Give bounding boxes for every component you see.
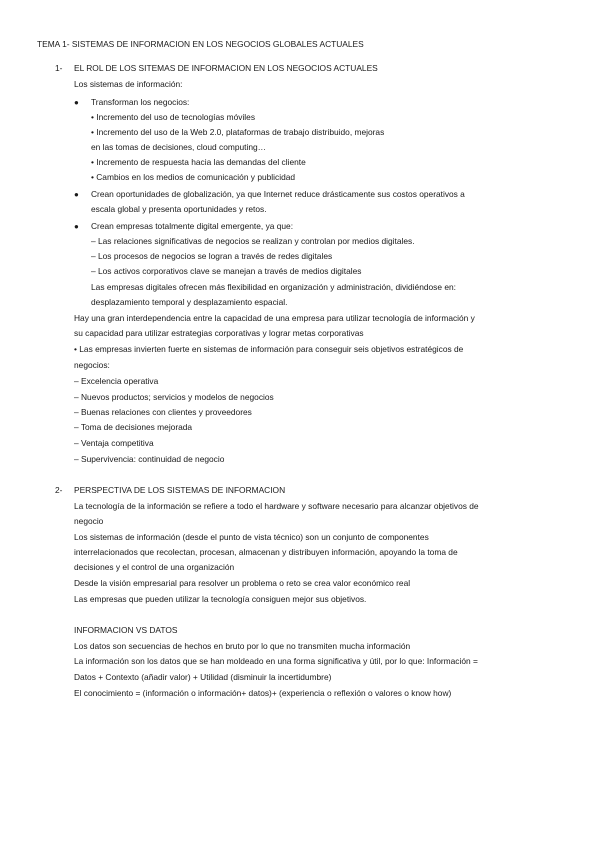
- bullet-1-item: • Incremento del uso de tecnologías móviles: [91, 112, 256, 122]
- document-title: TEMA 1- SISTEMAS DE INFORMACION EN LOS NEGOCIOS GLOBALES ACTUALES: [37, 39, 364, 49]
- paragraph-line: negocios:: [74, 360, 110, 370]
- section-2-line: Desde la visión empresarial para resolver un problema o reto se crea valor económico real: [74, 578, 411, 588]
- objective-item: – Nuevos productos; servicios y modelos de negocios: [74, 392, 274, 402]
- section-2-line: interrelacionados que recolectan, procesan, almacenan y distribuyen información, apoyando la toma de: [74, 547, 458, 557]
- bullet-3-item: – Los activos corporativos clave se manejan a través de medios digitales: [91, 266, 362, 276]
- section-2-heading: PERSPECTIVA DE LOS SISTEMAS DE INFORMACION: [74, 485, 286, 495]
- section-2-line: negocio: [74, 516, 104, 526]
- bullet-dot-icon: ●: [74, 190, 79, 199]
- bullet-3-item: – Las relaciones significativas de negocios se realizan y controlan por medios digitales.: [91, 236, 415, 246]
- section-3-line: Datos + Contexto (añadir valor) + Utilidad (disminuir la incertidumbre): [74, 672, 332, 682]
- bullet-dot-icon: ●: [74, 222, 79, 231]
- paragraph-line: • Las empresas invierten fuerte en sistemas de información para conseguir seis objetivos estratégicos de: [74, 344, 464, 354]
- bullet-3-item: – Los procesos de negocios se logran a través de redes digitales: [91, 251, 333, 261]
- section-2-line: decisiones y el control de una organización: [74, 562, 235, 572]
- paragraph-line: su capacidad para utilizar estrategias corporativas y lograr metas corporativas: [74, 328, 364, 338]
- bullet-dot-icon: ●: [74, 98, 79, 107]
- section-1-heading: EL ROL DE LOS SITEMAS DE INFORMACION EN LOS NEGOCIOS ACTUALES: [74, 63, 378, 73]
- bullet-3-label: Crean empresas totalmente digital emergente, ya que:: [91, 221, 294, 231]
- bullet-2-line: escala global y presenta oportunidades y retos.: [91, 204, 267, 214]
- bullet-1-item: en las tomas de decisiones, cloud computing…: [91, 142, 267, 152]
- objective-item: – Buenas relaciones con clientes y proveedores: [74, 407, 252, 417]
- section-1-number: 1-: [55, 63, 63, 73]
- bullet-1-item: • Incremento de respuesta hacia las demandas del cliente: [91, 157, 306, 167]
- objective-item: – Ventaja competitiva: [74, 438, 154, 448]
- section-3-heading: INFORMACION VS DATOS: [74, 625, 178, 635]
- section-2-line: Las empresas que pueden utilizar la tecnología consiguen mejor sus objetivos.: [74, 594, 367, 604]
- objective-item: – Toma de decisiones mejorada: [74, 422, 193, 432]
- section-2-line: Los sistemas de información (desde el punto de vista técnico) son un conjunto de componentes: [74, 532, 429, 542]
- bullet-2-line: Crean oportunidades de globalización, ya que Internet reduce drásticamente sus costos operativos a: [91, 189, 465, 199]
- section-3-line: El conocimiento = (información o información+ datos)+ (experiencia o reflexión o valores o know how): [74, 688, 452, 698]
- bullet-3-item: desplazamiento temporal y desplazamiento espacial.: [91, 297, 288, 307]
- section-3-line: Los datos son secuencias de hechos en bruto por lo que no transmiten mucha información: [74, 641, 411, 651]
- objective-item: – Supervivencia: continuidad de negocio: [74, 454, 225, 464]
- bullet-1-item: • Cambios en los medios de comunicación y publicidad: [91, 172, 296, 182]
- section-3-line: La información son los datos que se han moldeado en una forma significativa y útil, por lo que: Información =: [74, 656, 478, 666]
- bullet-1-label: Transforman los negocios:: [91, 97, 190, 107]
- section-2-line: La tecnología de la información se refiere a todo el hardware y software necesario para alcanzar objetivos de: [74, 501, 479, 511]
- objective-item: – Excelencia operativa: [74, 376, 159, 386]
- bullet-3-item: Las empresas digitales ofrecen más flexibilidad en organización y administración, dividiéndose en:: [91, 282, 456, 292]
- section-1-intro: Los sistemas de información:: [74, 79, 183, 89]
- paragraph-line: Hay una gran interdependencia entre la capacidad de una empresa para utilizar tecnología de información y: [74, 313, 475, 323]
- bullet-1-item: • Incremento del uso de la Web 2.0, plataformas de trabajo distribuido, mejoras: [91, 127, 385, 137]
- section-2-number: 2-: [55, 485, 63, 495]
